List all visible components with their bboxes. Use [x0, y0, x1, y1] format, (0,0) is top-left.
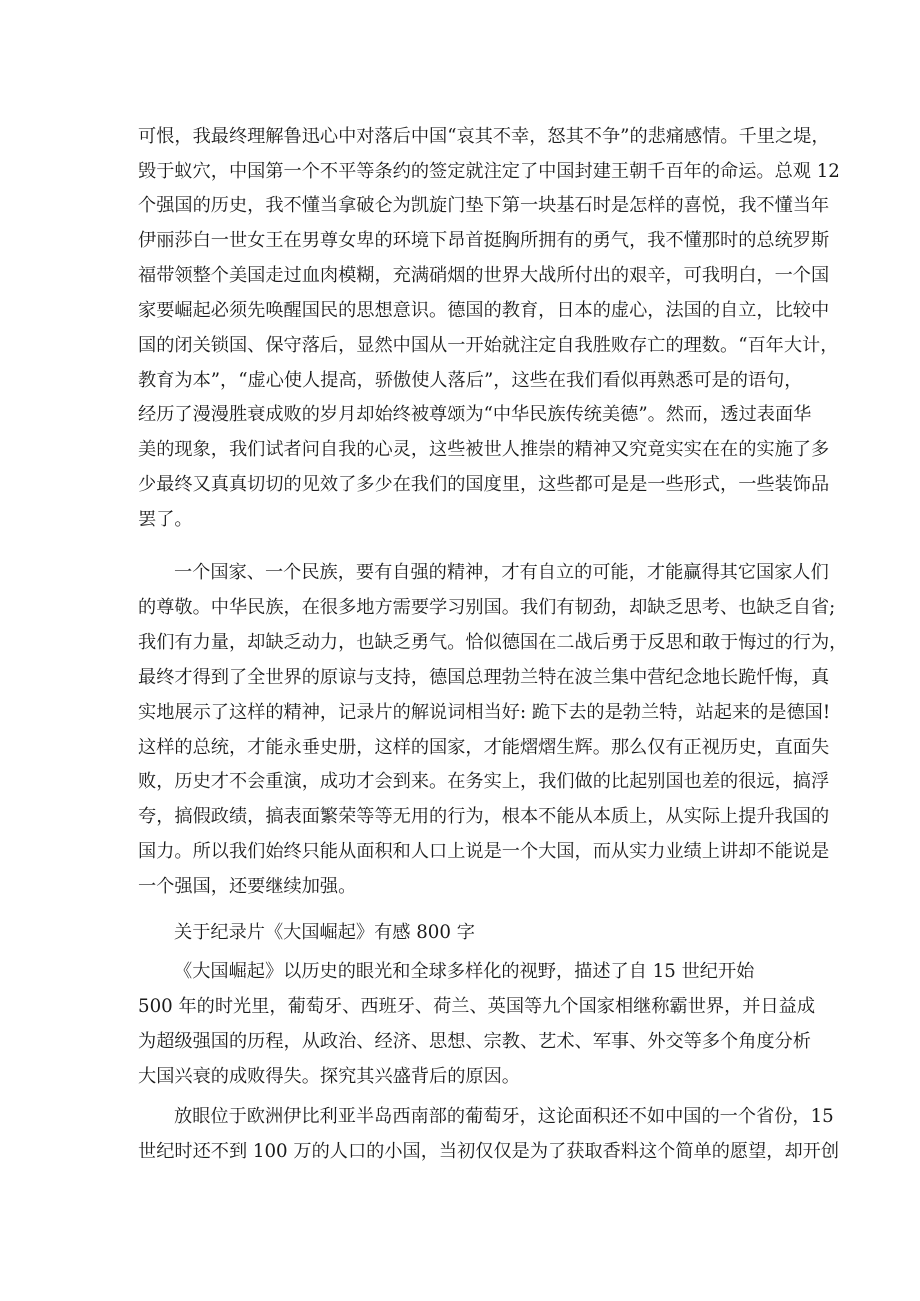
- text-line: 少最终又真真切切的见效了多少在我们的国度里，这些都可是是一些形式，一些装饰品: [138, 474, 830, 495]
- text-line: 实地展示了这样的精神，记录片的解说词相当好: 跪下去的是勃兰特，站起来的是德国!: [138, 702, 831, 723]
- text-line: 我们有力量，却缺乏动力，也缺乏勇气。恰似德国在二战后勇于反思和敢于悔过的行为，: [138, 632, 848, 653]
- text-line: 大国兴衰的成败得失。探究其兴盛背后的原因。: [138, 1066, 520, 1087]
- text-line: 一个国家、一个民族，要有自强的精神，才有自立的可能，才能赢得其它国家人们: [174, 562, 829, 583]
- text-line: 一个强国，还要继续加强。: [138, 876, 357, 897]
- text-line: 伊丽莎白一世女王在男尊女卑的环境下昂首挺胸所拥有的勇气，我不懂那时的总统罗斯: [138, 230, 830, 251]
- text-line: 个强国的历史，我不懂当拿破仑为凯旋门垫下第一块基石时是怎样的喜悦，我不懂当年: [138, 195, 830, 216]
- text-line: 败，历史才不会重演，成功才会到来。在务实上，我们做的比起别国也差的很远，搞浮: [138, 771, 830, 792]
- text-line: 的尊敬。中华民族，在很多地方需要学习别国。我们有韧劲，却缺乏思考、也缺乏自省;: [138, 597, 836, 618]
- text-line: 夸，搞假政绩，搞表面繁荣等等无用的行为，根本不能从本质上，从实际上提升我国的: [138, 806, 830, 827]
- text-line: 家要崛起必须先唤醒国民的思想意识。德国的教育，日本的虚心，法国的自立，比较中: [138, 300, 830, 321]
- text-line: 国力。所以我们始终只能从面积和人口上说是一个大国，而从实力业绩上讲却不能说是: [138, 841, 830, 862]
- text-line: 为超级强国的历程，从政治、经济、思想、宗教、艺术、军事、外交等多个角度分析: [138, 1031, 811, 1052]
- text-line: 《大国崛起》以历史的眼光和全球多样化的视野，描述了自 15 世纪开始: [174, 961, 755, 982]
- text-line: 世纪时还不到 100 万的人口的小国，当初仅仅是为了获取香料这个简单的愿望，却开创: [138, 1141, 840, 1162]
- text-line: 最终才得到了全世界的原谅与支持，德国总理勃兰特在波兰集中营纪念地长跪忏悔，真: [138, 667, 830, 688]
- text-line: 可恨，我最终理解鲁迅心中对落后中国“哀其不幸，怒其不争”的悲痛感情。千里之堤，: [138, 126, 830, 147]
- text-line: 国的闭关锁国、保守落后，显然中国从一开始就注定自我胜败存亡的理数。“百年大计，: [138, 335, 839, 356]
- text-line: 毁于蚁穴，中国第一个不平等条约的签定就注定了中国封建王朝千百年的命运。总观 12: [138, 161, 840, 182]
- text-line: 500 年的时光里，葡萄牙、西班牙、荷兰、英国等九个国家相继称霸世界，并日益成: [138, 996, 816, 1017]
- text-line: 美的现象，我们试者问自我的心灵，这些被世人推崇的精神又究竟实实在在的实施了多: [138, 439, 830, 460]
- text-line: 福带领整个美国走过血肉模糊，充满硝烟的世界大战所付出的艰辛，可我明白，一个国: [138, 265, 830, 286]
- text-line: 经历了漫漫胜衰成败的岁月却始终被尊颂为“中华民族传统美德”。然而，透过表面华: [138, 404, 812, 425]
- text-line: 罢了。: [138, 509, 193, 530]
- text-line: 教育为本”，“虚心使人提高，骄傲使人落后”，这些在我们看似再熟悉可是的语句，: [138, 370, 803, 391]
- text-line: 这样的总统，才能永垂史册，这样的国家，才能熠熠生辉。那么仅有正视历史，直面失: [138, 737, 830, 758]
- section-title: 关于纪录片《大国崛起》有感 800 字: [174, 922, 475, 943]
- text-line: 放眼位于欧洲伊比利亚半岛西南部的葡萄牙，这论面积还不如中国的一个省份，15: [174, 1106, 834, 1127]
